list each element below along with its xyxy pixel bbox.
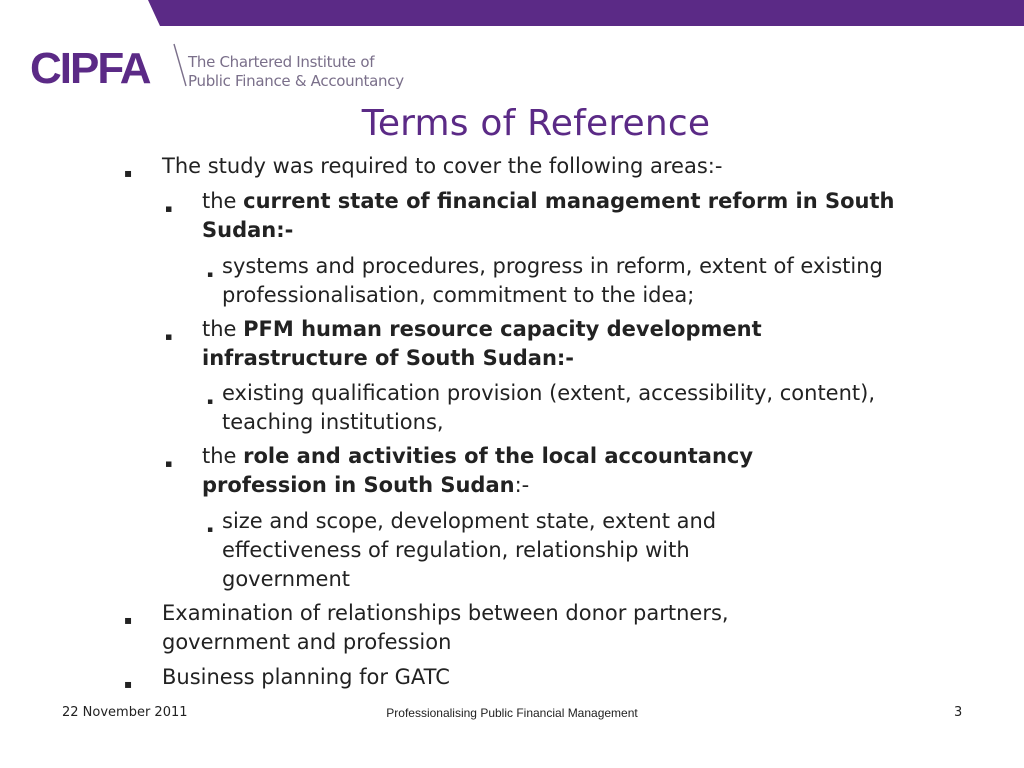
cipfa-logo bbox=[30, 46, 410, 92]
sub-sub-bullet-item bbox=[207, 507, 822, 594]
sub-bullet-item bbox=[165, 187, 922, 245]
square-bullet-icon: ▪ bbox=[124, 677, 133, 691]
slide-title: Terms of Reference bbox=[361, 103, 711, 144]
square-bullet-icon: ▪ bbox=[165, 330, 173, 343]
sub-bullet-prefix: the bbox=[202, 444, 244, 468]
logo-mark: CIPFA bbox=[30, 44, 150, 93]
bullet-text: Business planning for GATC bbox=[162, 665, 450, 689]
sub-bullet-bold: current state of financial management reform in South Sudan:- bbox=[202, 189, 895, 242]
bullet-item bbox=[124, 599, 852, 657]
bullet-item bbox=[124, 152, 862, 181]
sub-bullet-item bbox=[165, 315, 882, 373]
square-bullet-icon: ▪ bbox=[207, 397, 214, 407]
sub-bullet-prefix: the bbox=[202, 189, 244, 213]
sub-sub-bullet-text: existing qualification provision (extent, accessibility, content), teaching institutions, bbox=[222, 381, 876, 434]
square-bullet-icon: ▪ bbox=[165, 457, 173, 470]
sub-bullet-suffix: :- bbox=[514, 473, 530, 497]
bullet-item bbox=[124, 663, 852, 692]
bullet-text: Examination of relationships between donor partners, government and profession bbox=[162, 601, 729, 654]
sub-bullet-bold: role and activities of the local accountancy profession in South Sudan bbox=[202, 444, 754, 497]
sub-bullet-prefix: the bbox=[202, 317, 244, 341]
footer-page-number: 3 bbox=[954, 705, 963, 720]
sub-bullet-item bbox=[165, 442, 882, 500]
bullet-text: The study was required to cover the following areas:- bbox=[162, 154, 723, 178]
logo-org-name bbox=[188, 53, 404, 91]
footer-title: Professionalising Public Financial Management bbox=[386, 706, 638, 720]
square-bullet-icon: ▪ bbox=[124, 166, 133, 180]
sub-sub-bullet-text: systems and procedures, progress in reform, extent of existing professionalisation, commitment to the idea; bbox=[222, 254, 883, 307]
sub-bullet-bold: PFM human resource capacity development infrastructure of South Sudan:- bbox=[202, 317, 762, 370]
square-bullet-icon: ▪ bbox=[207, 270, 214, 280]
logo-org-name-line2: Public Finance & Accountancy bbox=[188, 72, 404, 90]
sub-sub-bullet-text: size and scope, development state, extent and effectiveness of regulation, relationship with government bbox=[222, 509, 717, 591]
square-bullet-icon: ▪ bbox=[207, 525, 214, 535]
square-bullet-icon: ▪ bbox=[165, 202, 173, 215]
sub-sub-bullet-item bbox=[207, 379, 902, 437]
top-accent-bar-shape bbox=[148, 0, 1024, 26]
logo-org-name-line1: The Chartered Institute of bbox=[188, 53, 375, 71]
top-accent-bar bbox=[0, 0, 1024, 26]
sub-sub-bullet-item bbox=[207, 252, 912, 310]
footer-date: 22 November 2011 bbox=[62, 705, 188, 720]
square-bullet-icon: ▪ bbox=[124, 613, 133, 627]
